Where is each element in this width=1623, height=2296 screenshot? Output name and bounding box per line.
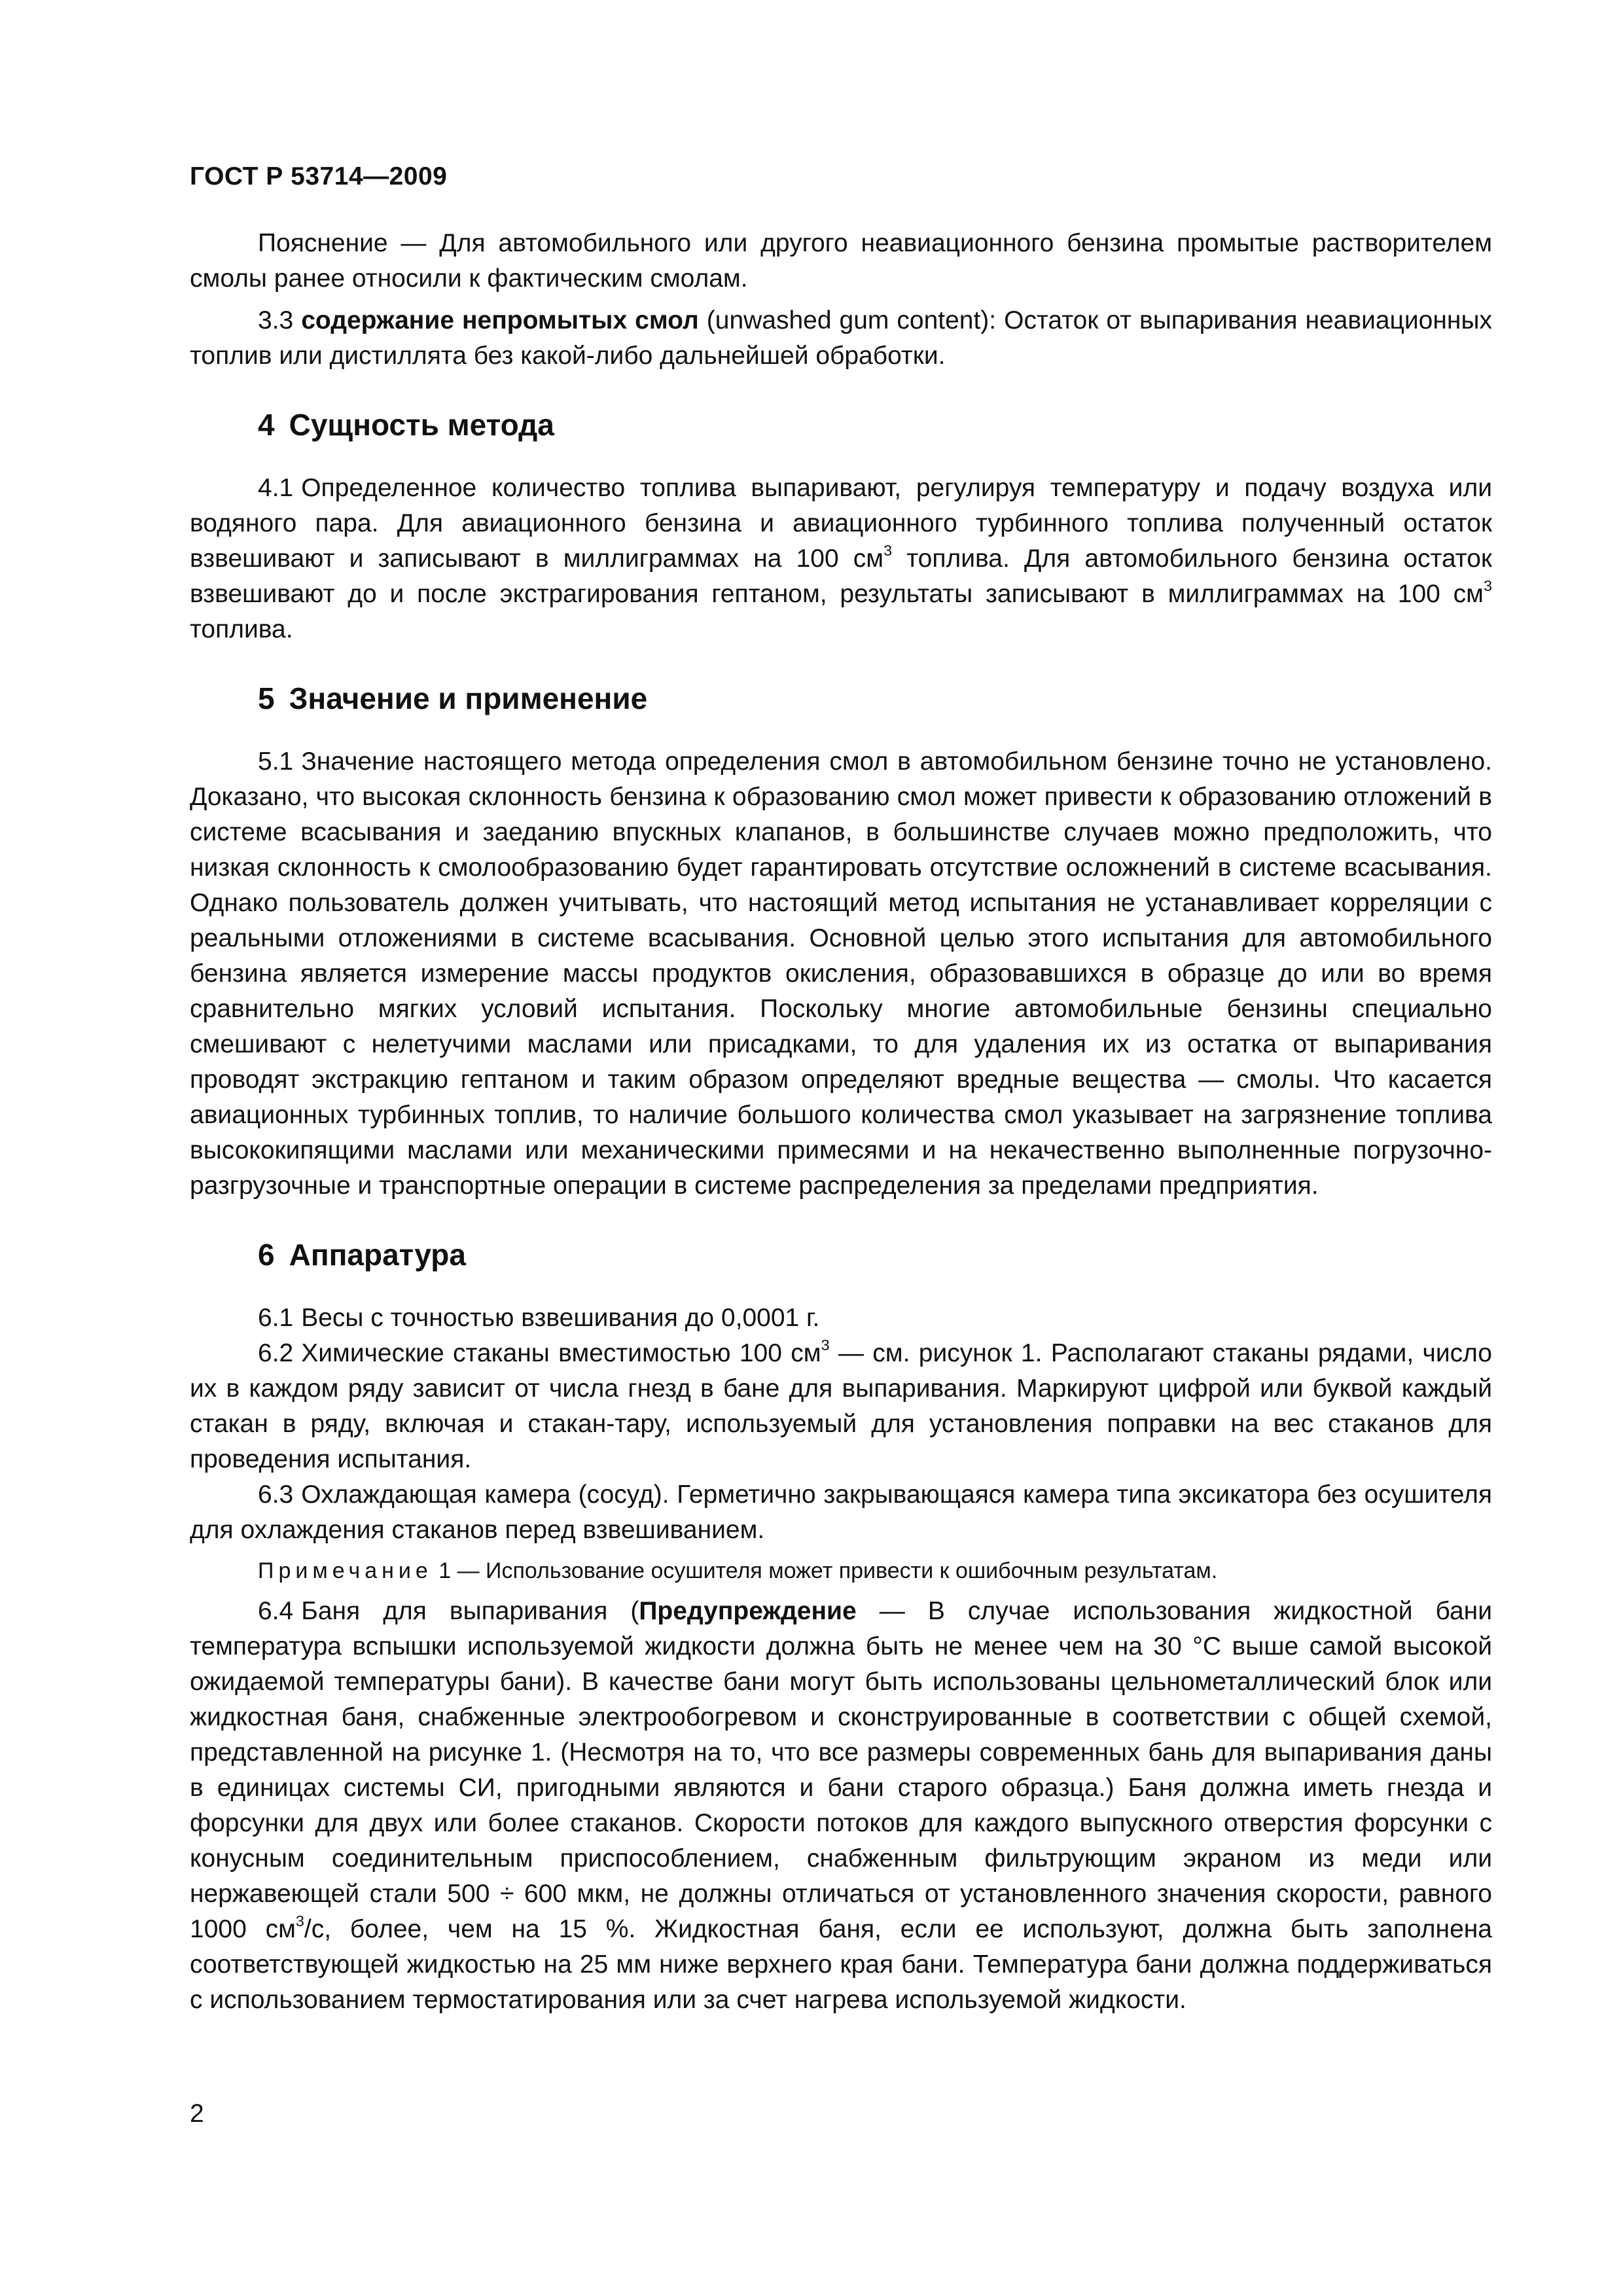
note-label: Примечание — [258, 1558, 433, 1583]
paragraph-6-4 — [190, 1594, 1492, 2018]
note-1 — [190, 1554, 1492, 1587]
section-title: Аппаратура — [289, 1238, 466, 1272]
paragraph-number: 6.2 — [258, 1339, 294, 1367]
paragraph-4-1 — [190, 471, 1492, 647]
paragraph-text: топлива. — [190, 615, 293, 643]
paragraph-text: Охлаждающая камера (сосуд). Герметично закрывающаяся камера типа эксикатора без осушителя для охлаждения стаканов перед взвешиванием. — [190, 1480, 1492, 1544]
paragraph-text: Весы с точностью взвешивания до 0,0001 г. — [301, 1304, 820, 1332]
section-number: 4 — [258, 408, 275, 442]
paragraph-6-2 — [190, 1336, 1492, 1477]
term-ru: содержание непромытых смол — [301, 306, 699, 334]
paragraph-text: — см. рисунок 1. Располагают стаканы рядами, число их в каждом ряду зависит от числа гнезд в бане для выпаривания. Маркируют цифрой или буквой каждый стакан в ряду, включая и стакан-тару, используемый для установления поправки на вес стаканов для проведения испытания. — [190, 1339, 1492, 1473]
explanation-paragraph — [190, 226, 1492, 296]
term-en: (unwashed gum content): — [698, 306, 1005, 334]
paragraph-text: топлива. Для автомобильного бензина остаток взвешивают до и после экстрагирования гептаном, результаты записывают в миллиграммах на 100 см — [190, 545, 1492, 608]
definition-text: Остаток от выпаривания неавиационных топлив или дистиллята без какой-либо дальнейшей обработки. — [190, 306, 1492, 370]
section-title: Сущность метода — [289, 408, 554, 442]
warning-label: Предупреждение — [639, 1597, 857, 1625]
paragraph-number: 6.1 — [258, 1304, 294, 1332]
paragraph-number: 6.3 — [258, 1480, 294, 1509]
paragraph-number: 4.1 — [258, 474, 294, 502]
explanation-dash: — — [387, 229, 440, 257]
paragraph-text: — В случае использования жидкостной бани температура вспышки используемой жидкости должна быть не менее чем на 30 °С выше самой высокой ожидаемой температуры бани). В качестве бани могут быть использованы цельнометаллический блок или жидкостная баня, снабженные электрообогревом и сконструированные в соответствии с общей схемой, представленной на рисунке 1. (Несмотря на то, что все размеры современных бань для выпаривания даны в единицах системы СИ, пригодными являются и бани старого образца.) Баня должна иметь гнезда и форсунки для двух или более стаканов. Скорости потоков для каждого выпускного отверстия форсунки с конусным соединительным приспособлением, снабженным фильтрующим экраном из меди или нержавеющей стали 500 ÷ 600 мкм, не должны отличаться от установленного значения скорости, равного 1000 см — [190, 1597, 1492, 1943]
explanation-label: Пояснение — [258, 229, 388, 257]
superscript: 3 — [295, 1912, 304, 1929]
paragraph-text: Баня для выпаривания ( — [301, 1597, 639, 1625]
paragraph-number: 3.3 — [258, 306, 294, 334]
note-number: 1 — [432, 1558, 452, 1583]
paragraph-5-1 — [190, 744, 1492, 1204]
paragraph-3-3 — [190, 303, 1492, 374]
superscript: 3 — [1483, 577, 1492, 594]
note-text: — Использование осушителя может привести к ошибочным результатам. — [451, 1558, 1218, 1583]
paragraph-text: Определенное количество топлива выпаривают, регулируя температуру и подачу воздуха или водяного пара. Для авиационного бензина и авиационного турбинного топлива полученный остаток взвешивают и записывают в миллиграммах на 100 см — [190, 474, 1492, 573]
paragraph-6-3 — [190, 1477, 1492, 1548]
paragraph-6-1 — [190, 1300, 1492, 1336]
paragraph-number: 5.1 — [258, 747, 294, 776]
paragraph-text: Химические стаканы вместимостью 100 см — [301, 1339, 821, 1367]
document-header: ГОСТ Р 53714—2009 — [190, 162, 448, 190]
section-6-heading — [190, 1235, 1492, 1274]
explanation-text: Для автомобильного или другого неавиационного бензина промытые растворителем смолы ранее относили к фактическим смолам. — [190, 229, 1493, 293]
section-number: 5 — [258, 681, 275, 715]
document-body — [190, 226, 1492, 2018]
superscript: 3 — [821, 1336, 830, 1354]
section-5-heading — [190, 679, 1492, 718]
section-4-heading — [190, 405, 1492, 444]
section-number: 6 — [258, 1238, 275, 1272]
paragraph-text: /с, более, чем на 15 %. Жидкостная баня, если ее используют, должна быть заполнена соответствующей жидкостью на 25 мм ниже верхнего края бани. Температура бани должна поддерживаться с использованием термостатирования или за счет нагрева используемой жидкости. — [190, 1915, 1492, 2014]
paragraph-number: 6.4 — [258, 1597, 294, 1625]
page-number: 2 — [190, 2100, 204, 2128]
section-title: Значение и применение — [289, 681, 648, 715]
superscript: 3 — [883, 541, 893, 559]
paragraph-text: Значение настоящего метода определения смол в автомобильном бензине точно не установлено. Доказано, что высокая склонность бензина к образованию смол может привести к образованию отложений в системе всасывания и заеданию впускных клапанов, в большинстве случаев можно предположить, что низкая склонность к смолообразованию будет гарантировать отсутствие осложнений в системе всасывания. Однако пользователь должен учитывать, что настоящий метод испытания не устанавливает корреляции с реальными отложениями в системе всасывания. Основной целью этого испытания для автомобильного бензина является измерение массы продуктов окисления, образовавшихся в образце до или во время сравнительно мягких условий испытания. Поскольку многие автомобильные бензины специально смешивают с нелетучими маслами или присадками, то для удаления их из остатка от выпаривания проводят экстракцию гептаном и таким образом определяют вредные вещества — смолы. Что касается авиационных турбинных топлив, то наличие большого количества смол указывает на загрязнение топлива высококипящими маслами или механическими примесями и на некачественно выполненные погрузочно-разгрузочные и транспортные операции в системе распределения за пределами предприятия. — [190, 747, 1492, 1200]
